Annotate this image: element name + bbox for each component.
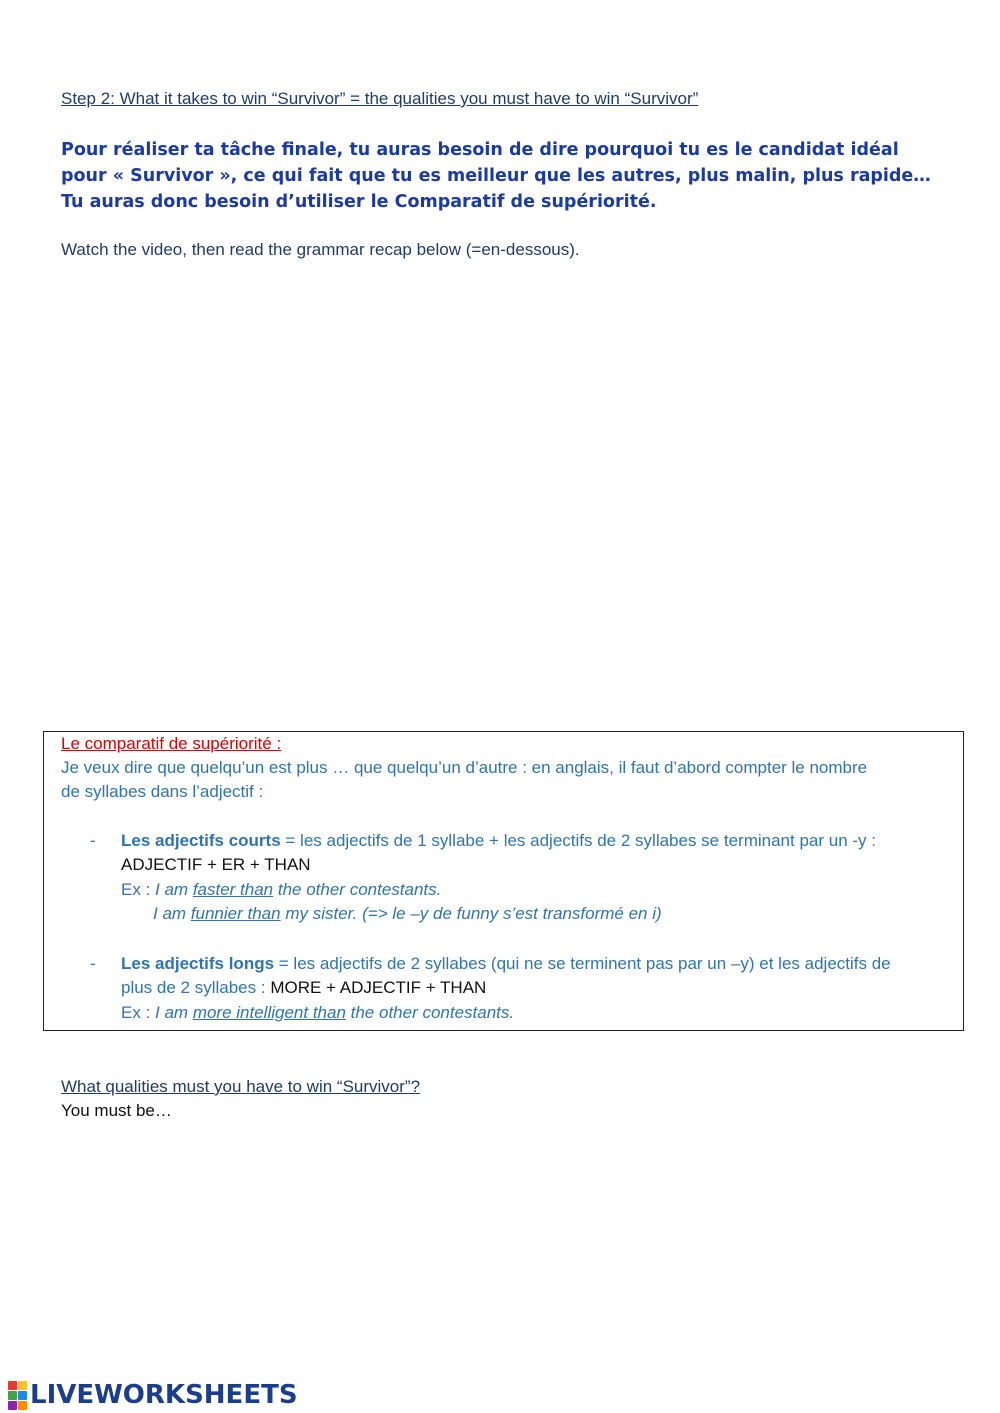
example-text: I am — [155, 880, 193, 899]
short-example-1 — [121, 878, 441, 902]
question-heading: What qualities must you have to win “Survivor”? — [61, 1077, 421, 1096]
grammar-intro-line: Je veux dire que quelqu’un est plus … que quelqu’un d’autre : en anglais, il faut d’abord compter le nombre — [61, 758, 868, 777]
example-comparative: funnier than — [190, 904, 281, 923]
grammar-title: Le comparatif de supériorité : — [61, 734, 282, 753]
intro-line: Tu auras donc besoin d’utiliser le Comparatif de supériorité. — [61, 192, 657, 212]
example-text: the other contestants. — [273, 880, 442, 899]
step-title: Step 2: What it takes to win “Survivor” = the qualities you must have to win “Survivor” — [61, 89, 699, 108]
long-adjectives-rule — [121, 952, 891, 976]
example-text: the other contestants. — [345, 1003, 515, 1022]
intro-line: Pour réaliser ta tâche finale, tu auras besoin de dire pourquoi tu es le candidat idéal — [61, 140, 899, 160]
long-formula: MORE + ADJECTIF + THAN — [270, 978, 487, 997]
intro-line: pour « Survivor », ce qui fait que tu es meilleur que les autres, plus malin, plus rapide… — [61, 166, 931, 186]
example-text: my sister. (=> le –y de funny s’est transformé en i) — [280, 904, 662, 923]
example-prefix: Ex : — [121, 880, 156, 899]
example-text: I am — [155, 1003, 193, 1022]
example-prefix: Ex : — [121, 1003, 156, 1022]
short-adjectives-heading: Les adjectifs courts — [121, 831, 281, 850]
long-adjectives-desc2: plus de 2 syllabes : — [121, 978, 271, 997]
logo-text: LIVEWORKSHEETS — [30, 1380, 298, 1410]
example-comparative: faster than — [192, 880, 274, 899]
long-adjectives-desc: = les adjectifs de 2 syllabes (qui ne se terminent pas par un –y) et les adjectifs de — [274, 954, 891, 973]
grammar-intro-line: de syllabes dans l’adjectif : — [61, 782, 264, 801]
grammar-recap-box — [43, 731, 964, 1031]
example-comparative: more intelligent than — [192, 1003, 346, 1022]
answer-start[interactable]: You must be… — [61, 1101, 172, 1120]
short-example-2 — [153, 902, 662, 926]
long-adjectives-heading: Les adjectifs longs — [121, 954, 275, 973]
short-formula: ADJECTIF + ER + THAN — [121, 855, 311, 874]
bullet-dash: - — [90, 954, 96, 973]
liveworksheets-logo-icon — [8, 1381, 27, 1410]
long-example — [121, 1001, 514, 1025]
short-adjectives-desc: = les adjectifs de 1 syllabe + les adjectifs de 2 syllabes se terminant par un -y : — [280, 831, 876, 850]
example-text: I am — [153, 904, 191, 923]
footer-logo[interactable] — [8, 1380, 298, 1410]
long-adjectives-rule-cont — [121, 976, 486, 1000]
bullet-dash: - — [90, 831, 96, 850]
intro-paragraph — [61, 137, 941, 215]
watch-instruction: Watch the video, then read the grammar recap below (=en-dessous). — [61, 240, 580, 259]
short-adjectives-rule — [121, 829, 876, 853]
